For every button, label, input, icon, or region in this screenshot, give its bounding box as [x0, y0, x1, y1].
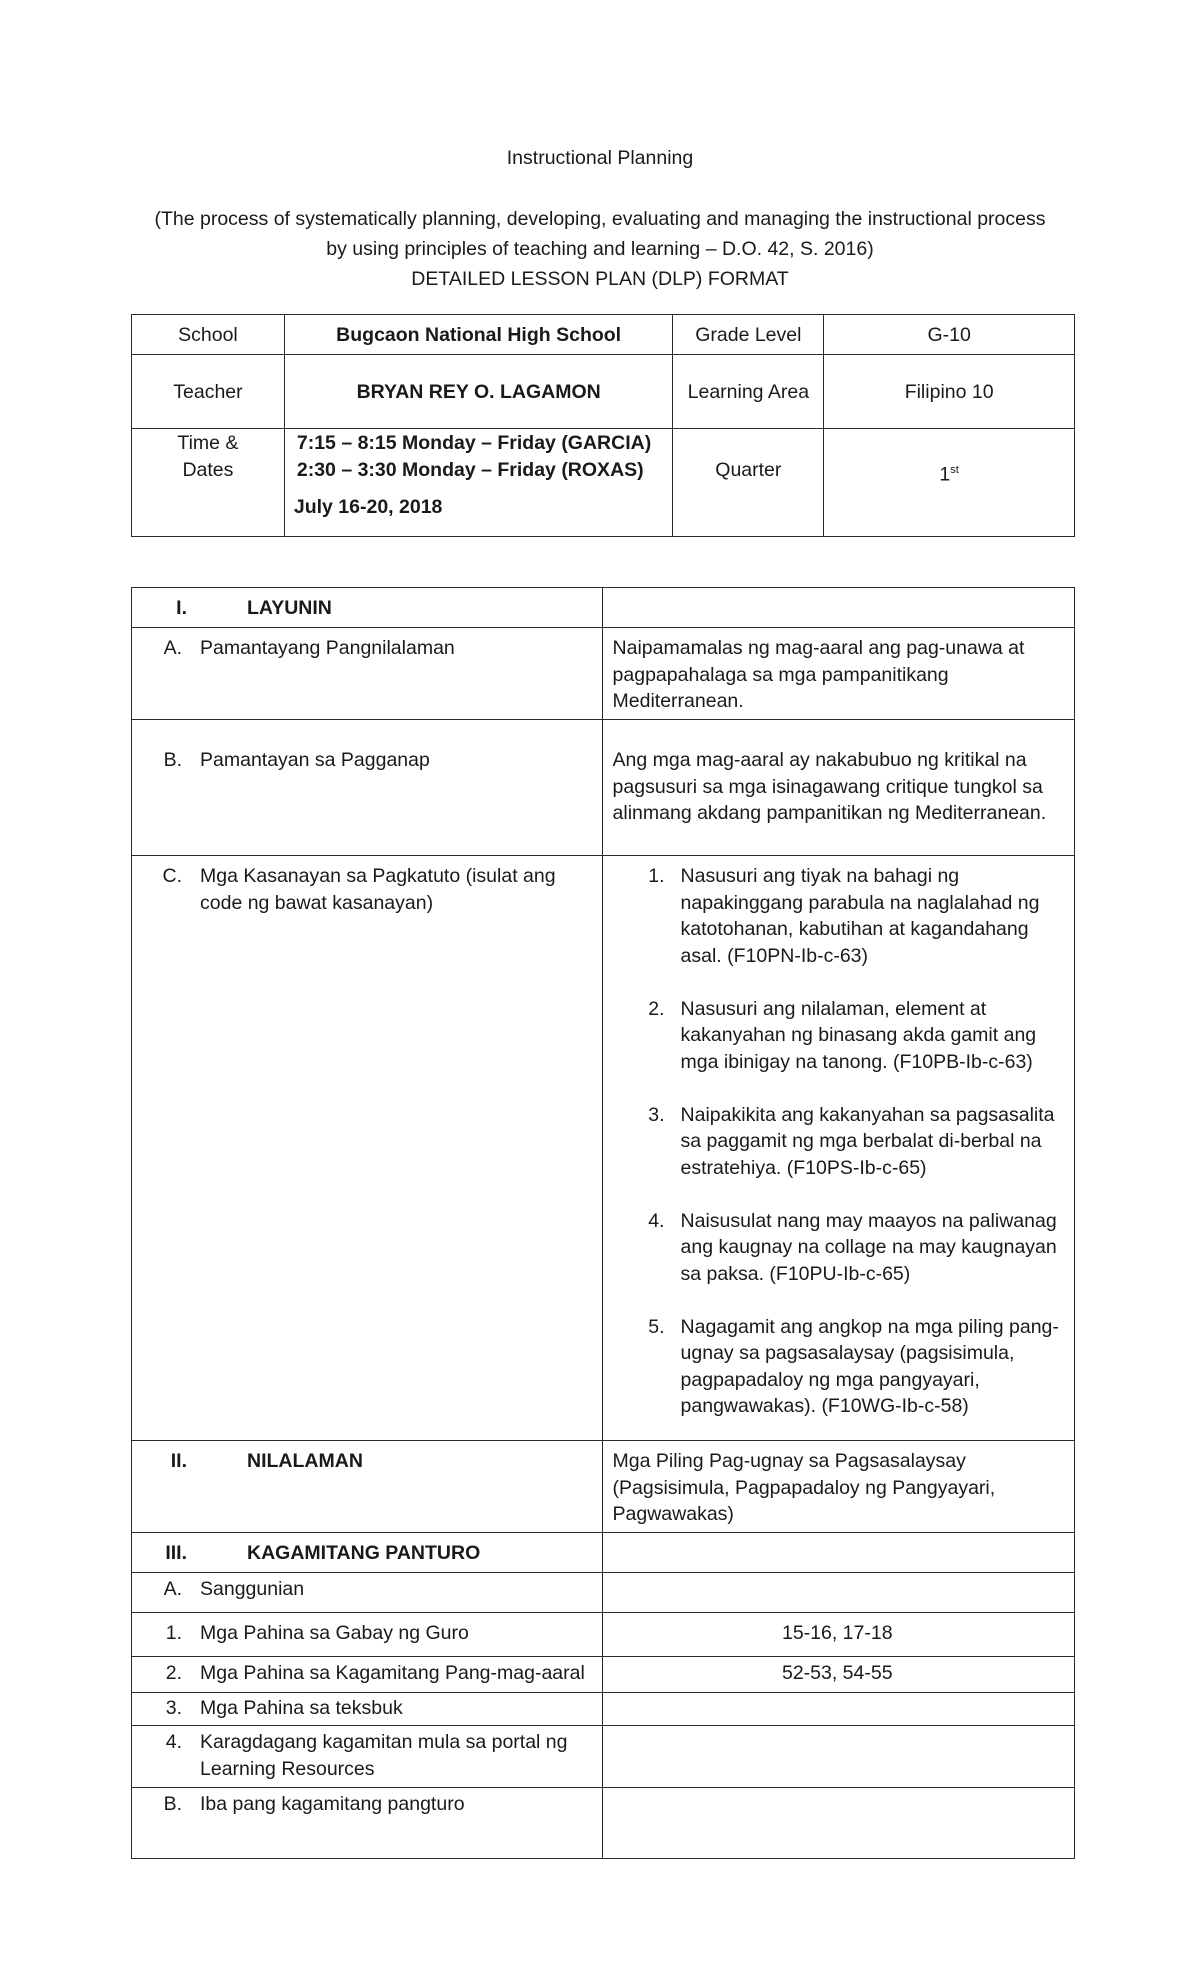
time-label-line-2: Dates [182, 458, 234, 481]
row-label: Mga Pahina sa Kagamitang Pang-mag-aaral [200, 1662, 585, 1684]
row-letter: C. [162, 865, 182, 887]
row-letter: A. [163, 637, 182, 659]
row-label: Mga Pahina sa teksbuk [200, 1697, 403, 1719]
skill-number: 3. [648, 1103, 665, 1126]
lesson-plan-table [131, 587, 1075, 1859]
row-pamantayang-pangnilalaman [132, 628, 1075, 720]
section-number: II. [170, 1450, 187, 1472]
skill-item [603, 1208, 1064, 1288]
section-title: KAGAMITANG PANTURO [247, 1542, 481, 1564]
row-letter: A. [163, 1578, 182, 1600]
description-line-1: (The process of systematically planning, developing, evaluating and managing the instructional process [154, 208, 1046, 230]
quarter-value [824, 429, 1074, 488]
skill-item [603, 996, 1064, 1076]
section-number: III. [165, 1542, 187, 1564]
row-letter: B. [163, 749, 182, 771]
skill-number: 4. [648, 1209, 665, 1232]
row-number: 4. [165, 1731, 182, 1753]
row-kasanayan [132, 856, 1075, 1441]
skill-number: 2. [648, 997, 665, 1020]
row-learning-resources [132, 1726, 1075, 1788]
skill-text: Naisusulat nang may maayos na paliwanag ang kaugnay na collage na may kaugnayan sa paksa. (F10PU-Ib-c-65) [680, 1209, 1057, 1285]
school-row [132, 315, 1075, 355]
time-slot-1: 7:15 – 8:15 Monday – Friday (GARCIA) [296, 432, 652, 454]
quarter-number: 1 [939, 463, 951, 486]
section-layunin [132, 588, 1075, 628]
dates-value: July 16-20, 2018 [293, 496, 443, 518]
skill-text: Nasusuri ang nilalaman, element at kakanyahan ng binasang akda gamit ang mga ibinigay na tanong. (F10PB-Ib-c-63) [680, 997, 1037, 1073]
skill-text: Nasusuri ang tiyak na bahagi ng napakinggang parabula na naglalahad ng katotohanan, kabutihan at kagandahang asal. (F10PN-Ib-c-63) [680, 865, 1040, 967]
row-number: 2. [165, 1662, 182, 1684]
skill-text: Naipakikita ang kakanyahan sa pagsasalita sa paggamit ng mga berbalat di-berbal na estratehiya. (F10PS-Ib-c-65) [680, 1103, 1055, 1179]
info-table [131, 314, 1075, 537]
row-label: Karagdagang kagamitan mula sa portal ng Learning Resources [200, 1731, 568, 1780]
section-number: I. [176, 597, 187, 619]
row-letter: B. [163, 1793, 182, 1815]
teacher-label: Teacher [173, 381, 243, 404]
row-label: Mga Kasanayan sa Pagkatuto (isulat ang code ng bawat kasanayan) [200, 865, 556, 914]
teacher-row [132, 355, 1075, 429]
section-kagamitang-panturo [132, 1533, 1075, 1573]
description-line-2: by using principles of teaching and learning – D.O. 42, S. 2016) [326, 238, 874, 260]
row-pamantayan-sa-pagganap [132, 720, 1075, 856]
quarter-suffix: st [950, 464, 959, 476]
row-label: Mga Pahina sa Gabay ng Guro [200, 1622, 469, 1644]
skill-number: 1. [648, 865, 665, 887]
teacher-value: BRYAN REY O. LAGAMON [356, 381, 601, 404]
content-standard-value: Naipamamalas ng mag-aaral ang pag-unawa at pagpapahalaga sa mga pampanitikang Mediterranean. [612, 637, 1025, 712]
row-number: 1. [165, 1622, 182, 1644]
school-value: Bugcaon National High School [336, 324, 622, 346]
area-value: Filipino 10 [904, 381, 994, 404]
grade-value: G-10 [927, 324, 971, 346]
time-row [132, 429, 1075, 537]
skill-number: 5. [648, 1315, 665, 1338]
section-title: NILALAMAN [247, 1450, 363, 1472]
time-schedule [285, 429, 673, 483]
area-label: Learning Area [687, 381, 810, 404]
content-value: Mga Piling Pag-ugnay sa Pagsasalaysay (Pagsisimula, Pagpapadaloy ng Pangyayari, Pagwawakas) [612, 1450, 996, 1525]
skill-item [603, 863, 1064, 969]
row-label: Pamantayan sa Pagganap [200, 749, 430, 771]
learner-material-pages: 52-53, 54-55 [781, 1662, 893, 1684]
row-label: Pamantayang Pangnilalaman [200, 637, 455, 659]
row-kagamitang-pang-mag-aaral [132, 1657, 1075, 1693]
row-teksbuk [132, 1693, 1075, 1726]
document-title: Instructional Planning [506, 147, 694, 169]
format-label: DETAILED LESSON PLAN (DLP) FORMAT [411, 268, 789, 290]
row-iba-pang-kagamitan [132, 1788, 1075, 1859]
section-nilalaman [132, 1441, 1075, 1533]
row-label: Iba pang kagamitang pangturo [200, 1793, 465, 1815]
skill-item [603, 1102, 1064, 1182]
time-label [132, 429, 284, 483]
row-label: Sanggunian [200, 1578, 305, 1600]
row-gabay-ng-guro [132, 1613, 1075, 1657]
section-title: LAYUNIN [247, 597, 332, 619]
time-slot-2: 2:30 – 3:30 Monday – Friday (ROXAS) [296, 458, 644, 481]
quarter-label: Quarter [715, 459, 782, 481]
skill-item [603, 1314, 1064, 1420]
skill-text: Nagagamit ang angkop na mga piling pang-ugnay sa pagsasalaysay (pagsisimula, pagpapadaloy ng mga pangyayari, pangwawakas). (F10WG-Ib-c-58) [680, 1315, 1059, 1417]
performance-standard-value: Ang mga mag-aaral ay nakabubuo ng kritikal na pagsusuri sa mga isinagawang critique tungkol sa alinmang akdang pampanitikan ng Mediterranean. [612, 749, 1047, 824]
time-label-line-1: Time & [177, 432, 239, 454]
row-sanggunian [132, 1573, 1075, 1613]
skills-list [603, 856, 1074, 1420]
school-label: School [178, 324, 238, 346]
row-number: 3. [165, 1697, 182, 1719]
teacher-guide-pages: 15-16, 17-18 [781, 1622, 893, 1644]
grade-label: Grade Level [695, 324, 802, 346]
